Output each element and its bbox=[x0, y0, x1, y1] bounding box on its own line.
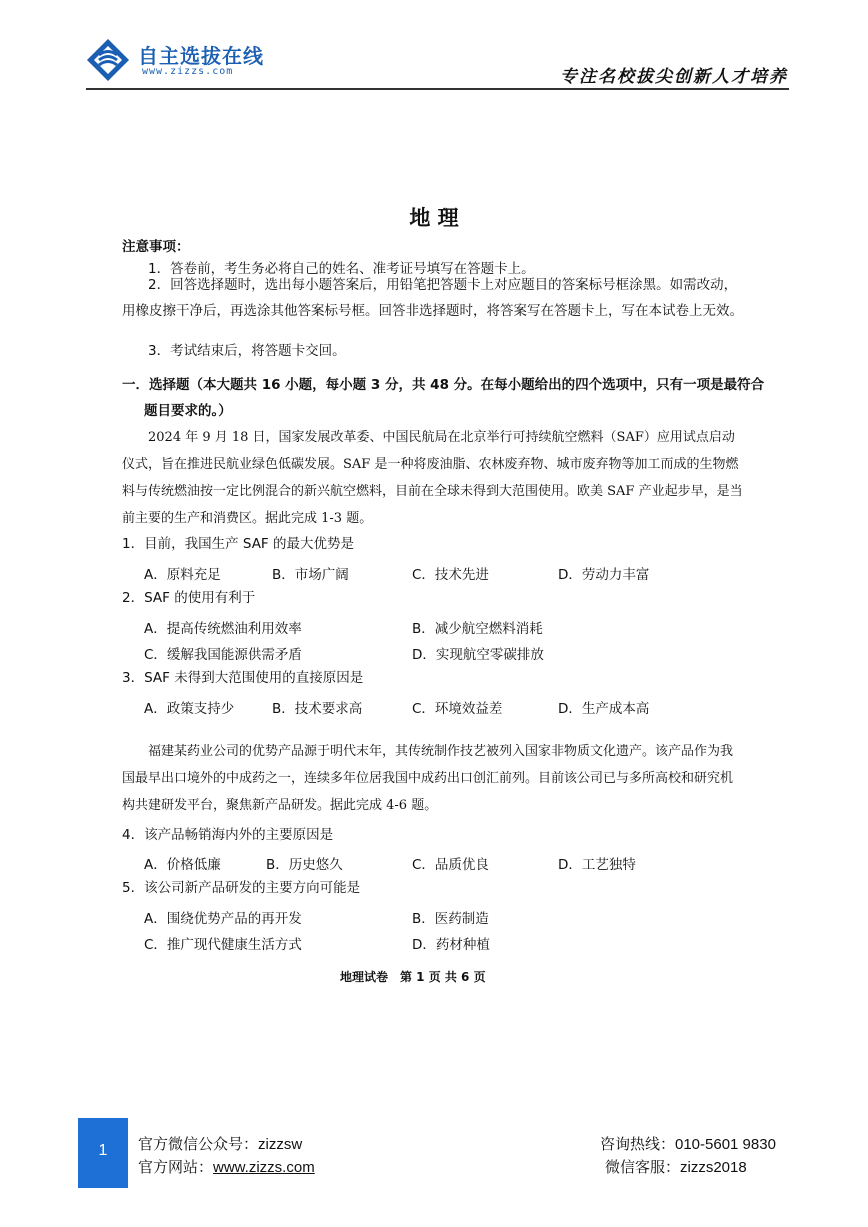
question-stem: 5．该公司新产品研发的主要方向可能是 bbox=[122, 880, 361, 896]
site-label: 官方网站： bbox=[138, 1159, 214, 1176]
option: C．环境效益差 bbox=[412, 701, 503, 717]
option: A．价格低廉 bbox=[144, 857, 221, 873]
passage-2: 福建某药业公司的优势产品源于明代末年，其传统制作技艺被列入国家非物质文化遗产。该产品作为我国最早出口境外的中成药之一，连续多年位居我国中成药出口创汇前列。目前该公司已与多所高校和研究机构共建研发平台，聚焦新产品研发。据此完成 4-6 题。 bbox=[122, 744, 734, 813]
logo-url: www.zizzs.com bbox=[142, 66, 234, 77]
notice-item: 3．考试结束后，将答题卡交回。 bbox=[148, 343, 346, 359]
wechat-service: 微信客服：zizzs2018 bbox=[605, 1159, 747, 1176]
page-title: 地 理 bbox=[409, 206, 459, 230]
option: B．减少航空燃料消耗 bbox=[412, 621, 543, 637]
question-stem: 2．SAF 的使用有利于 bbox=[122, 590, 256, 606]
option: B．技术要求高 bbox=[272, 701, 363, 717]
option: C．品质优良 bbox=[412, 857, 489, 873]
option: D．生产成本高 bbox=[558, 701, 650, 717]
question-stem: 3．SAF 未得到大范围使用的直接原因是 bbox=[122, 670, 364, 686]
notice-item: 1．答卷前，考生务必将自己的姓名、准考证号填写在答题卡上。 bbox=[148, 261, 535, 277]
notice-item: 2．回答选择题时，选出每小题答案后，用铅笔把答题卡上对应题目的答案标号框涂黑。如需改动，用橡皮擦干净后，再选涂其他答案标号框。回答非选择题时，将答案写在答题卡上，写在本试卷上无效。 bbox=[122, 277, 743, 319]
header-divider bbox=[86, 88, 789, 90]
option: D．实现航空零碳排放 bbox=[412, 647, 544, 663]
passage-1: 2024 年 9 月 18 日，国家发展改革委、中国民航局在北京举行可持续航空燃料（SAF）应用试点启动仪式，旨在推进民航业绿色低碳发展。SAF 是一种将废油脂、农林废弃物、城市废弃物等加工而成的生物燃料与传统燃油按一定比例混合的新兴航空燃料，目前在全球未得到大范围使用。欧美 SAF 产业起步早，是当前主要的生产和消费区。据此完成 1-3 题。 bbox=[122, 430, 743, 526]
option: A．政策支持少 bbox=[144, 701, 235, 717]
option: D．药材种植 bbox=[412, 937, 490, 953]
option: A．提高传统燃油利用效率 bbox=[144, 621, 302, 637]
section-heading: 一．选择题（本大题共 16 小题，每小题 3 分，共 48 分。在每小题给出的四个选项中，只有一项是最符合题目要求的。） bbox=[122, 377, 765, 419]
hotline: 咨询热线：010-5601 9830 bbox=[600, 1136, 776, 1153]
exam-page-indicator: 地理试卷 第 1 页 共 6 页 bbox=[340, 970, 486, 984]
option: C．缓解我国能源供需矛盾 bbox=[144, 647, 302, 663]
option: B．医药制造 bbox=[412, 911, 489, 927]
header-slogan: 专注名校拔尖创新人才培养 bbox=[560, 67, 788, 87]
logo-icon bbox=[86, 38, 130, 82]
site-line bbox=[138, 1156, 315, 1177]
option: A．原料充足 bbox=[144, 567, 221, 583]
option: C．推广现代健康生活方式 bbox=[144, 937, 302, 953]
option: D．工艺独特 bbox=[558, 857, 636, 873]
question-stem: 1．目前，我国生产 SAF 的最大优势是 bbox=[122, 536, 354, 552]
brand-logo bbox=[86, 38, 272, 82]
wechat-label: 官方微信公众号：zizzsw bbox=[138, 1136, 303, 1153]
question-stem: 4．该产品畅销海内外的主要原因是 bbox=[122, 827, 334, 843]
option: B．市场广阔 bbox=[272, 567, 349, 583]
option: A．围绕优势产品的再开发 bbox=[144, 911, 302, 927]
option: D．劳动力丰富 bbox=[558, 567, 650, 583]
page-number-badge: 1 bbox=[78, 1118, 128, 1188]
logo-text: 自主选拔在线 bbox=[138, 44, 264, 68]
option: C．技术先进 bbox=[412, 567, 489, 583]
notice-heading: 注意事项： bbox=[122, 239, 190, 255]
site-link[interactable]: www.zizzs.com bbox=[213, 1159, 315, 1176]
option: B．历史悠久 bbox=[266, 857, 343, 873]
